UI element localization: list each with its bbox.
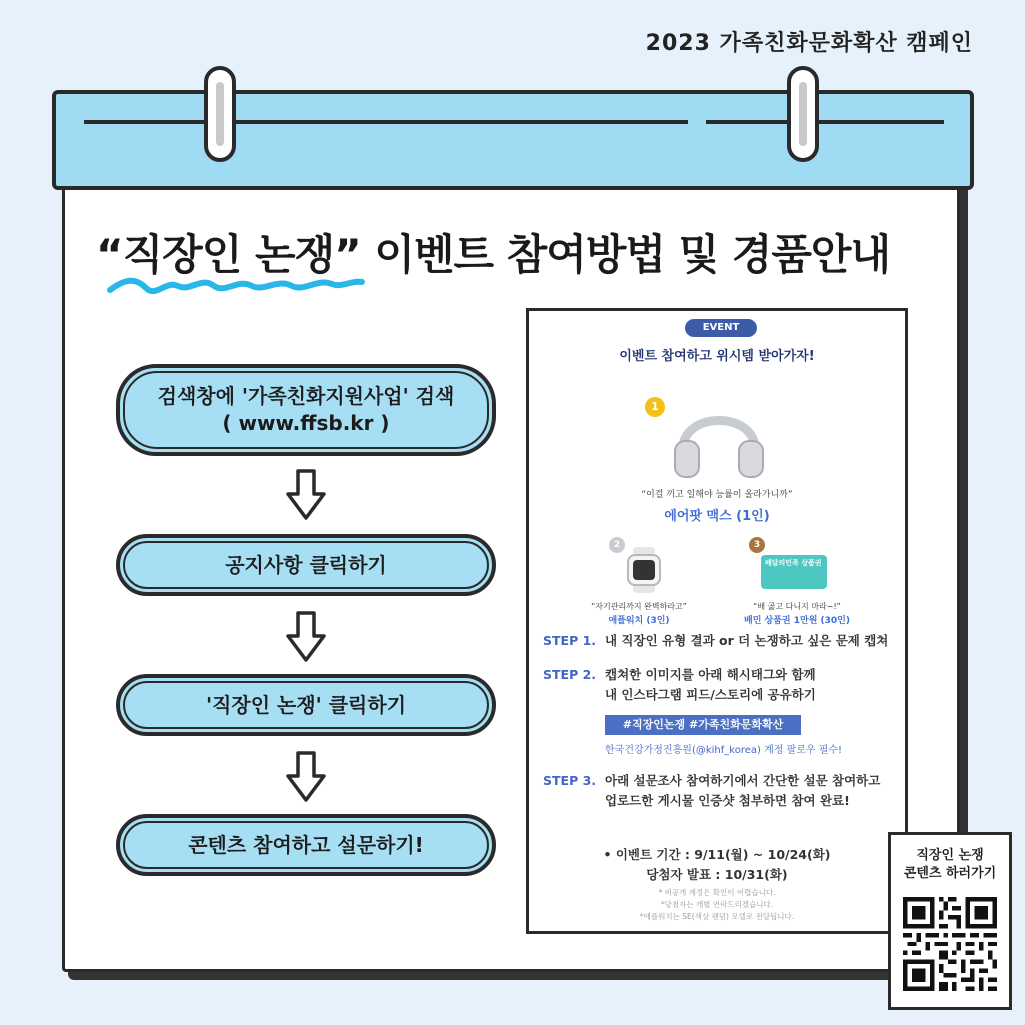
rank-3-coin: 3 xyxy=(749,537,765,553)
hashtag-box: #직장인논쟁 #가족친화문화확산 xyxy=(605,715,801,735)
notes xyxy=(529,887,905,923)
poster-headline: 이벤트 참여하고 위시템 받아가자! xyxy=(619,349,815,364)
note-item: *당첨자는 개별 연락드리겠습니다. xyxy=(660,900,774,909)
step2-row xyxy=(543,665,816,705)
step2-label: STEP 2. xyxy=(543,667,597,682)
binder-ring-left xyxy=(204,66,236,162)
title-rest: 이벤트 참여방법 및 경품안내 xyxy=(360,230,891,279)
bar-line-right xyxy=(706,120,944,124)
step-notice-pill xyxy=(116,534,496,596)
arrow-down-icon xyxy=(285,750,327,804)
prize3-name: 배민 상품권 1만원 (30인) xyxy=(744,616,850,626)
qr-title-line2: 콘텐츠 하러가기 xyxy=(903,866,997,882)
gift-card-text: 배달의민족 상품권 xyxy=(765,559,822,567)
qr-code-icon[interactable] xyxy=(903,897,997,991)
qr-title-line1: 직장인 논쟁 xyxy=(916,848,984,863)
step2-line2: 내 인스타그램 피드/스토리에 공유하기 xyxy=(605,687,816,702)
qr-link-box[interactable] xyxy=(888,832,1012,1010)
step3-label: STEP 3. xyxy=(543,773,597,788)
arrow-down-icon xyxy=(285,610,327,664)
event-poster xyxy=(526,308,908,934)
headphones-icon xyxy=(669,397,769,481)
step-search-url: ( www.ffsb.kr ) xyxy=(222,411,390,435)
binder-ring-right xyxy=(787,66,819,162)
rank-1-coin: 1 xyxy=(645,397,665,417)
step1-row xyxy=(543,631,888,651)
prize3-quote: “배 곯고 다니지 마라~!” xyxy=(753,602,841,611)
winner-announce: 당첨자 발표 : 10/31(화) xyxy=(646,867,788,882)
step3-row xyxy=(543,771,880,811)
event-badge: EVENT xyxy=(685,319,757,337)
step3-line2: 업로드한 게시물 인증샷 첨부하면 참여 완료! xyxy=(605,793,850,808)
rank-2-coin: 2 xyxy=(609,537,625,553)
step1-label: STEP 1. xyxy=(543,633,597,648)
step-search-text: 검색창에 '가족친화지원사업' 검색 xyxy=(157,384,455,408)
prize2-quote: “자기관리까지 완벽하라고” xyxy=(591,602,687,611)
step2-line1: 캡쳐한 이미지를 아래 해시태그와 함께 xyxy=(605,667,816,682)
prize1-quote: “이걸 끼고 일해야 능률이 올라가니까” xyxy=(641,490,793,500)
step-survey-pill xyxy=(116,814,496,876)
step-debate-text: '직장인 논쟁' 클릭하기 xyxy=(205,692,407,717)
campaign-label: 2023 가족친화문화확산 캠페인 xyxy=(645,31,973,56)
smartwatch-icon xyxy=(619,547,669,593)
title-highlight: “직장인 논쟁” xyxy=(96,230,361,279)
bar-line-left xyxy=(84,120,688,124)
note-item: *애플워치는 SE(색상 랜덤) 모델로 전달됩니다. xyxy=(639,912,795,921)
calendar-top-bar xyxy=(52,90,974,190)
arrow-down-icon xyxy=(285,468,327,522)
follow-notice: 한국건강가정진흥원(@kihf_korea) 계정 팔로우 필수! xyxy=(605,745,843,756)
qr-title xyxy=(891,847,1009,883)
step-survey-text: 콘텐츠 참여하고 설문하기! xyxy=(188,832,424,857)
step3-line1: 아래 설문조사 참여하기에서 간단한 설문 참여하고 xyxy=(605,773,881,788)
step-notice-text: 공지사항 클릭하기 xyxy=(225,552,387,577)
event-period: • 이벤트 기간 : 9/11(월) ~ 10/24(화) xyxy=(603,847,831,862)
squiggle-underline xyxy=(106,272,366,298)
prize1-name: 에어팟 맥스 (1인) xyxy=(664,509,770,524)
gift-card-icon xyxy=(761,555,827,589)
step1-text: 내 직장인 유형 결과 or 더 논쟁하고 싶은 문제 캡쳐 xyxy=(605,633,889,648)
note-item: * 비공개 계정은 확인이 어렵습니다. xyxy=(658,888,776,897)
prize2-name: 애플워치 (3인) xyxy=(608,616,670,626)
step-debate-pill xyxy=(116,674,496,736)
step-search-pill xyxy=(116,364,496,456)
